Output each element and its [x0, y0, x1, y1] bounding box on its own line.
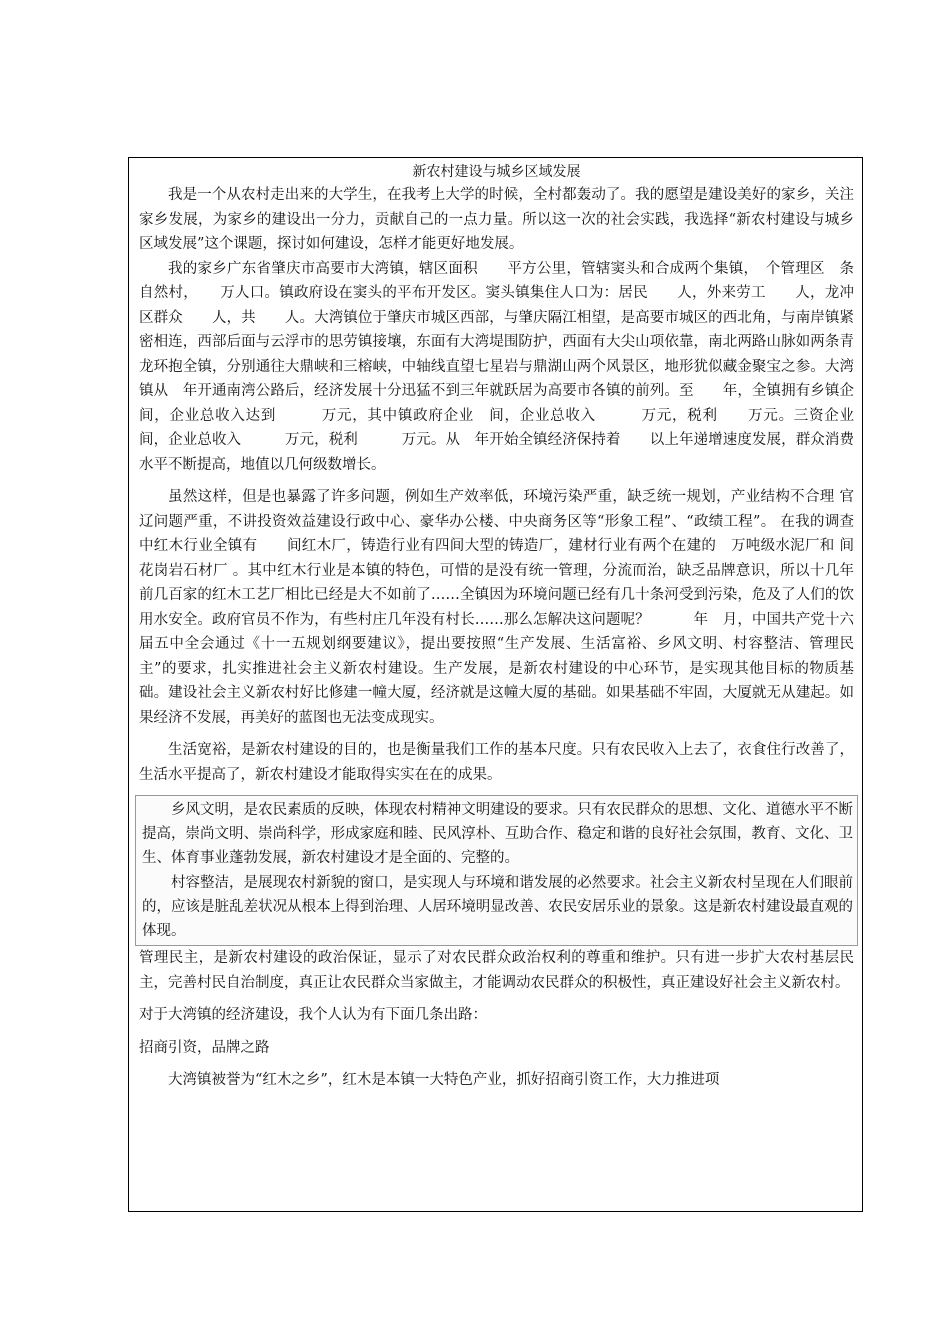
- paragraph-redwood: 大湾镇被誉为“红木之乡”，红木是本镇一大特色产业，抓好招商引资工作，大力推进项: [168, 1072, 720, 1089]
- spacer: [139, 730, 854, 738]
- paragraph-living: 生活宽裕，是新农村建设的目的，也是衡量我们工作的基本尺度。只有农民收入上去了，衣食住行改善了，生活水平提高了，新农村建设才能取得实实在在的成果。: [139, 742, 854, 783]
- paragraph-civilization: 乡风文明，是农民素质的反映，体现农村精神文明建设的要求。只有农民群众的思想、文化、道德水平不断提高，崇尚文明、崇尚科学，形成家庭和睦、民风淳朴、互助合作、稳定和谐的良好社会氛围，教育、文化、卫生、体育事业蓬勃发展，新农村建设才是全面的、完整的。: [142, 802, 853, 867]
- document-body: [129, 162, 869, 1093]
- spacer: [139, 787, 854, 795]
- spacer: [139, 995, 854, 1003]
- paragraph-hometown: 我的家乡广东省肇庆市高要市大湾镇，辖区面积 平方公里，管辖窦头和合成两个集镇， 个管理区 条自然村， 万人口。镇政府设在窦头的平布开发区。窦头镇集住人口为：居民 人，外来劳工 人，龙冲区群众 人，共 人。大湾镇位于肇庆市城区西部，与肇庆隔江相望，是高要市城区的西北角，与南岸镇紧密相连，西部后面与云浮市的思劳镇接壤，东面有大湾堤围防护，西面有大尖山项依靠，南北两路山脉如两条青龙环抱全镇，分别通往大鼎峡和三榕峡，中轴线直望七星岩与鼎湖山两个风景区，地形犹似藏金聚宝之参。大湾镇从 年开通南湾公路后，经济发展十分迅猛不到三年就跃居为高要市各镇的前列。至 年，全镇拥有乡镇企 间，企业总收入达到 万元，其中镇政府企业 间，企业总收入 万元，税利 万元。三资企业 间，企业总收入 万元，税利 万元。从 年开始全镇经济保持着 以上年递增速度发展，群众消费水平不断提高，地值以几何级数增长。: [139, 260, 869, 473]
- highlighted-block: [135, 795, 858, 946]
- document-title: 新农村建设与城乡区域发展: [412, 164, 581, 180]
- paragraph-problems: 虽然这样，但是也暴露了许多问题，例如生产效率低，环境污染严重，缺乏统一规划，产业结构不合理 官辽问题严重，不讲投资效益建设行政中心、豪华办公楼、中央商务区等“形象工程”、“政绩工程”。 在我的调查中红木行业全镇有 间红木厂，铸造行业有四间大型的铸造厂，建材行业有两个在建的 万吨级水泥厂和 间花岗岩石材厂 。其中红木行业是本镇的特色，可惜的是没有统一管理，分流而治，缺乏品牌意识，所以十几年前几百家的红木工艺厂相比已经是大不如前了……全镇因为环境问题已经有几十条河受到污染，危及了人们的饮用水安全。政府官员不作为，有些村庄几年没有村长……那么怎解决这问题呢？ 年 月，中国共产党十六届五中全会通过《十一五规划纲要建议》，提出要按照“生产发展、生活富裕、乡风文明、村容整洁、管理民主”的要求，扎实推进社会主义新农村建设。生产发展，是新农村建设的中心环节，是实现其他目标的物质基础。建设社会主义新农村好比修建一幢大厦，经济就是这幢大厦的基础。如果基础不牢固，大厦就无从建起。如果经济不发展，再美好的蓝图也无法变成现实。: [139, 489, 854, 726]
- section-heading: 招商引资，品牌之路: [139, 1039, 270, 1056]
- spacer: [139, 477, 854, 485]
- paragraph-outlook: 对于大湾镇的经济建设，我个人认为有下面几条出路：: [139, 1007, 487, 1024]
- document-frame: [128, 157, 869, 1212]
- paragraph-village-tidy: 村容整洁，是展现农村新貌的窗口，是实现人与环境和谐发展的必然要求。社会主义新农村呈现在人们眼前的，应该是脏乱差状况从根本上得到治理、人居环境明显改善、农民安居乐业的景象。这是新农村建设最直观的体现。: [142, 874, 853, 940]
- paragraph-intro: 我是一个从农村走出来的大学生，在我考上大学的时候，全村都轰动了。我的愿望是建设美好的家乡，关注家乡发展，为家乡的建设出一分力，贡献自己的一点力量。所以这一次的社会实践，我选择“新农村建设与城乡区域发展”这个课题，探讨如何建设，怎样才能更好地发展。: [139, 187, 854, 252]
- spacer: [139, 1060, 854, 1068]
- spacer: [139, 1028, 854, 1036]
- paragraph-democracy: 管理民主，是新农村建设的政治保证，显示了对农民群众政治权利的尊重和维护。只有进一步扩大农村基层民主，完善村民自治制度，真正让农民群众当家做主，才能调动农民群众的积极性，真正建设好社会主义新农村。: [139, 950, 854, 991]
